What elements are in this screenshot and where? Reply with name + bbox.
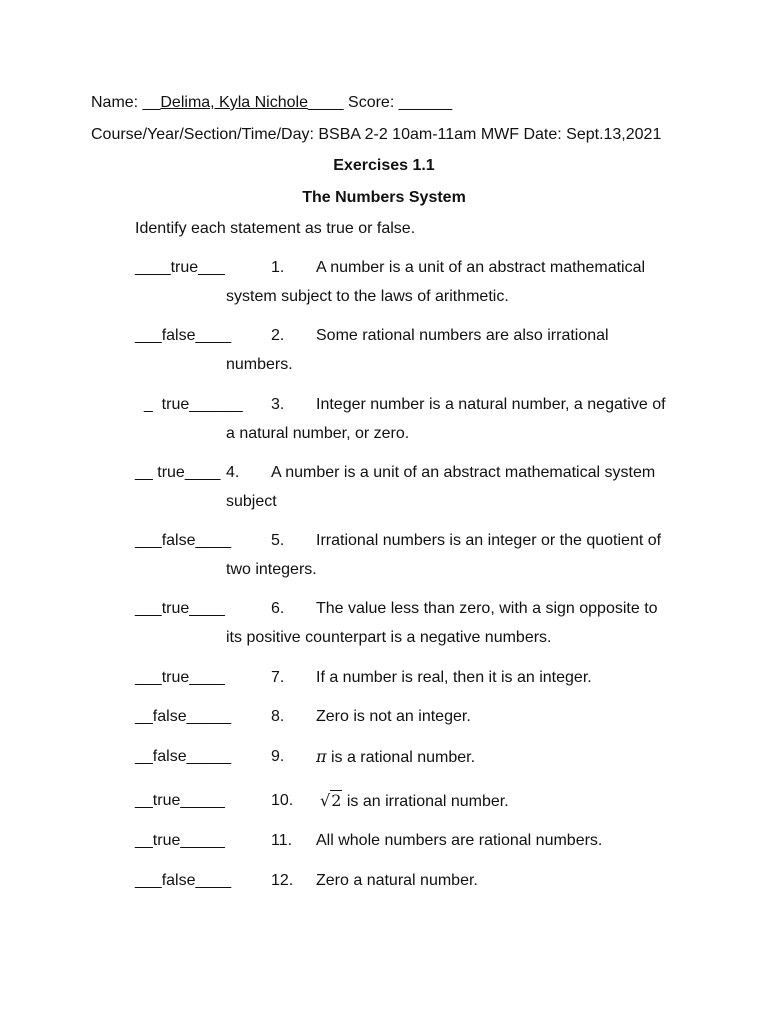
statement-9 (316, 747, 475, 768)
statement-8: Zero is not an integer. (316, 708, 471, 725)
course-line: Course/Year/Section/Time/Day: BSBA 2-2 10am-11am MWF Date: Sept.13,2021 (91, 126, 662, 143)
score-label: ____ Score: ______ (307, 94, 453, 111)
item-number-11: 11. (271, 832, 293, 849)
statement-10-text: is an irrational number. (342, 793, 509, 810)
statement-4: A number is a unit of an abstract mathematical system (271, 464, 656, 481)
statement-9-text: is a rational number. (326, 749, 476, 766)
statement-2-cont: numbers. (226, 356, 293, 373)
answer-2: ___false____ (135, 327, 232, 344)
exercise-subtitle: The Numbers System (302, 189, 466, 206)
item-number-6: 6. (271, 600, 285, 617)
answer-6: ___true____ (135, 600, 225, 617)
statement-11: All whole numbers are rational numbers. (316, 832, 603, 849)
statement-2: Some rational numbers are also irrational (316, 327, 609, 344)
answer-8: __false_____ (135, 708, 232, 725)
statement-6-cont: its positive counterpart is a negative numbers. (226, 629, 552, 646)
statement-1-cont: system subject to the laws of arithmetic. (226, 288, 509, 305)
name-label: Name: __ (91, 94, 161, 111)
statement-12: Zero a natural number. (316, 872, 478, 889)
statement-10 (320, 791, 509, 812)
item-number-9: 9. (271, 748, 285, 765)
pi-symbol: π (316, 747, 327, 766)
answer-10: __true_____ (135, 792, 225, 809)
item-number-2: 2. (271, 327, 285, 344)
radical-sign: √ (320, 791, 331, 810)
answer-9: __false_____ (135, 748, 232, 765)
item-number-12: 12. (271, 872, 294, 889)
sqrt-2-symbol (320, 791, 342, 811)
item-number-8: 8. (271, 708, 285, 725)
name-line (91, 93, 452, 113)
item-number-10: 10. (271, 792, 294, 809)
answer-11: __true_____ (135, 832, 225, 849)
answer-12: ___false____ (135, 872, 232, 889)
answer-7: ___true____ (135, 669, 225, 686)
answer-5: ___false____ (135, 532, 232, 549)
item-number-7: 7. (271, 669, 285, 686)
statement-5: Irrational numbers is an integer or the quotient of (316, 532, 662, 549)
item-number-3: 3. (271, 396, 285, 413)
answer-4: __ true____ (135, 464, 221, 481)
statement-7: If a number is real, then it is an integer. (316, 669, 592, 686)
statement-6: The value less than zero, with a sign opposite to (316, 600, 658, 617)
student-name: Delima, Kyla Nichole (160, 94, 308, 111)
statement-4-cont: subject (226, 493, 277, 510)
radicand: 2 (331, 791, 342, 810)
instructions: Identify each statement as true or false. (135, 220, 416, 237)
item-number-4: 4. (226, 464, 240, 481)
answer-3: _ true______ (135, 396, 243, 413)
answer-1: ____true___ (135, 259, 225, 276)
statement-5-cont: two integers. (226, 561, 317, 578)
statement-3-cont: a natural number, or zero. (226, 425, 410, 442)
item-number-1: 1. (271, 259, 285, 276)
statement-1: A number is a unit of an abstract mathematical (316, 259, 646, 276)
exercise-title: Exercises 1.1 (333, 157, 435, 174)
item-number-5: 5. (271, 532, 285, 549)
statement-3: Integer number is a natural number, a negative of (316, 396, 666, 413)
